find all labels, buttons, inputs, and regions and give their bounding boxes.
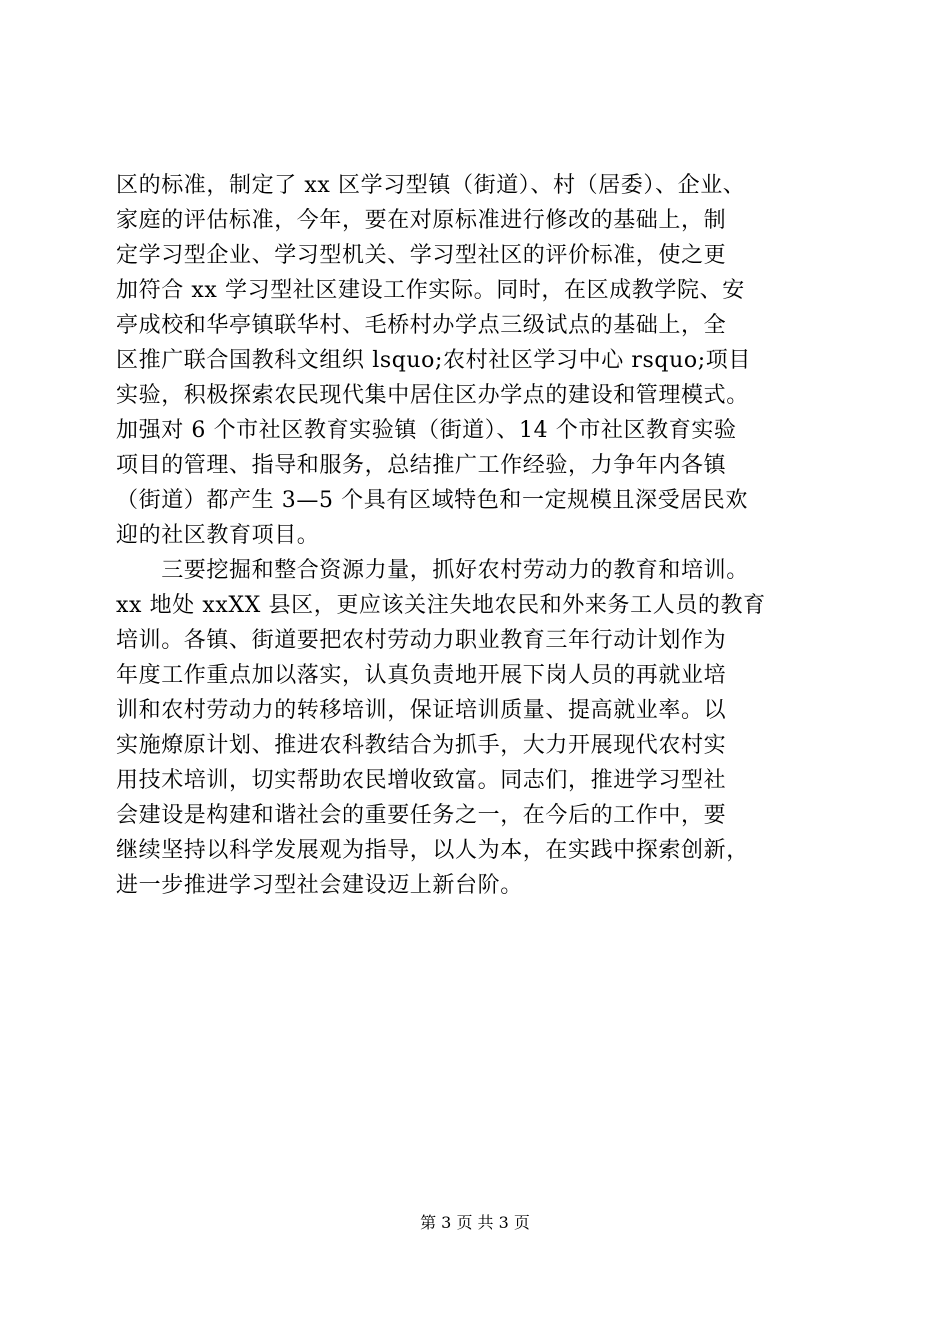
text-line: 进一步推进学习型社会建设迈上新台阶。 — [116, 873, 523, 898]
text-line: 培训。各镇、街道要把农村劳动力职业教育三年行动计划作为 — [116, 628, 727, 653]
text-line: 训和农村劳动力的转移培训，保证培训质量、提高就业率。以 — [116, 698, 727, 723]
page-footer — [0, 1213, 950, 1233]
text-line: 用技术培训，切实帮助农民增收致富。同志们，推进学习型社 — [116, 768, 727, 793]
text-line: 会建设是构建和谐社会的重要任务之一，在今后的工作中，要 — [116, 803, 727, 828]
text-line: xx 地处 xxXX 县区，更应该关注失地农民和外来务工人员的教育 — [116, 593, 766, 618]
text-line: 项目的管理、指导和服务，总结推广工作经验，力争年内各镇 — [116, 453, 727, 478]
text-line: 实施燎原计划、推进农科教结合为抓手，大力开展现代农村实 — [116, 733, 727, 758]
text-line: （街道）都产生 3—5 个具有区域特色和一定规模且深受居民欢 — [116, 488, 748, 513]
text-line: 迎的社区教育项目。 — [116, 523, 320, 548]
text-line: 加强对 6 个市社区教育实验镇（街道）、14 个市社区教育实验 — [116, 418, 737, 443]
text-line: 年度工作重点加以落实，认真负责地开展下岗人员的再就业培 — [116, 663, 727, 688]
text-line: 家庭的评估标准，今年，要在对原标准进行修改的基础上，制 — [116, 208, 727, 233]
text-line: 区的标准，制定了 xx 区学习型镇（街道）、村（居委）、企业、 — [116, 173, 746, 198]
text-line: 区推广联合国教科文组织 lsquo;农村社区学习中心 rsquo;项目 — [116, 348, 751, 373]
text-line: 亭成校和华亭镇联华村、毛桥村办学点三级试点的基础上，全 — [116, 313, 727, 338]
text-line: 加符合 xx 学习型社区建设工作实际。同时，在区成教学院、安 — [116, 278, 745, 303]
page-number-label: 第 3 页 共 3 页 — [420, 1213, 530, 1232]
document-body — [116, 168, 852, 903]
text-line: 三要挖掘和整合资源力量，抓好农村劳动力的教育和培训。 — [116, 558, 749, 583]
text-line: 定学习型企业、学习型机关、学习型社区的评价标准，使之更 — [116, 243, 727, 268]
text-line: 实验，积极探索农民现代集中居住区办学点的建设和管理模式。 — [116, 383, 749, 408]
text-line: 继续坚持以科学发展观为指导，以人为本，在实践中探索创新， — [116, 838, 749, 863]
